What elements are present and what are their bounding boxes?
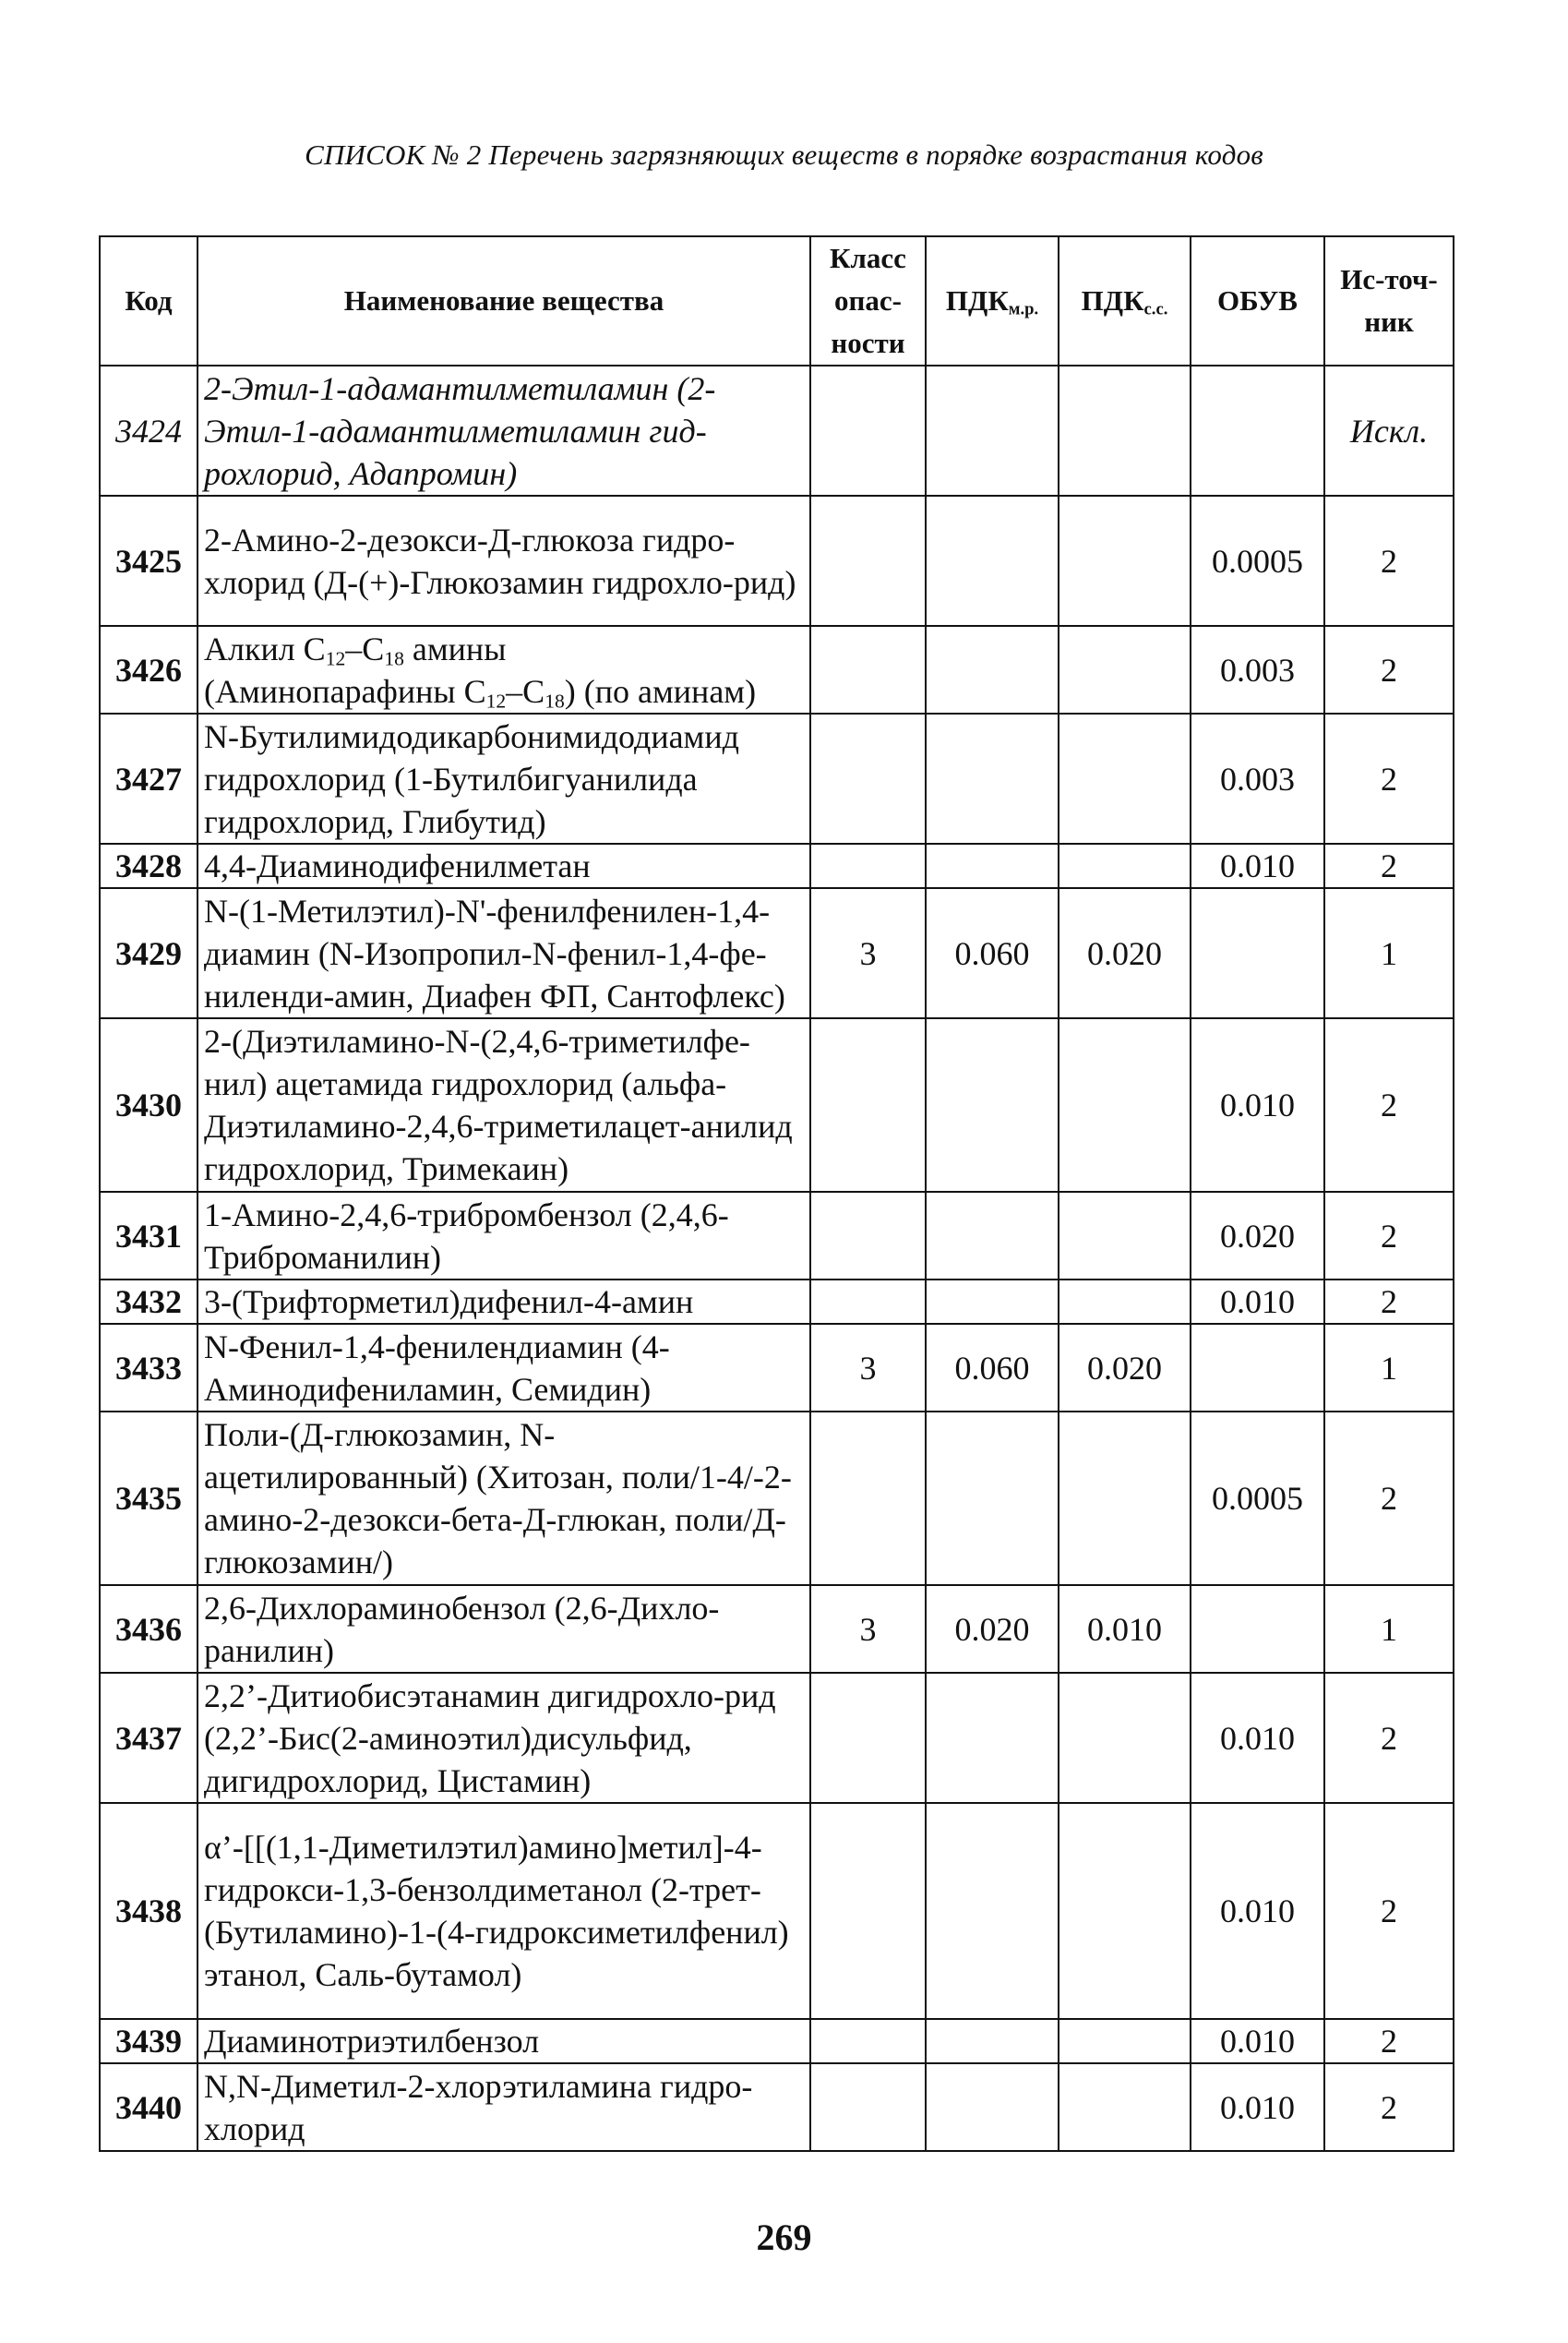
cell-pdk-ss xyxy=(1059,496,1191,626)
cell-name: 1-Амино-2,4,6-трибромбензол (2,4,6-Триброманилин) xyxy=(197,1192,810,1280)
cell-obuv xyxy=(1191,1324,1324,1412)
cell-pdk-ss: 0.020 xyxy=(1059,1324,1191,1412)
cell-pdk-mr xyxy=(926,844,1059,888)
cell-source: 2 xyxy=(1324,2063,1454,2151)
cell-pdk-ss xyxy=(1059,1673,1191,1803)
cell-obuv: 0.010 xyxy=(1191,2019,1324,2063)
substances-table xyxy=(99,235,1454,2152)
table-row xyxy=(100,844,1454,888)
cell-pdk-ss xyxy=(1059,2019,1191,2063)
cell-name: 2,6-Дихлораминобензол (2,6-Дихло-ранилин) xyxy=(197,1585,810,1673)
cell-hazard-class xyxy=(810,626,926,714)
cell-obuv xyxy=(1191,888,1324,1018)
cell-obuv: 0.003 xyxy=(1191,714,1324,844)
cell-hazard-class xyxy=(810,2063,926,2151)
pdk-ss-subscript: с.с. xyxy=(1143,299,1168,319)
table-row xyxy=(100,1803,1454,2019)
cell-hazard-class xyxy=(810,1673,926,1803)
cell-pdk-mr xyxy=(926,496,1059,626)
cell-hazard-class xyxy=(810,1803,926,2019)
table-row xyxy=(100,626,1454,714)
table-row xyxy=(100,366,1454,496)
table-row xyxy=(100,1280,1454,1324)
cell-source: 2 xyxy=(1324,1280,1454,1324)
cell-name: α’-[[(1,1-Диметилэтил)амино]метил]-4-гидрокси-1,3-бензолдиметанол (2-трет-(Бутиламино)-1-(4-гидроксиметилфенил) этанол, Саль-бутамол) xyxy=(197,1803,810,2019)
cell-source: 2 xyxy=(1324,2019,1454,2063)
cell-name: N-Фенил-1,4-фенилендиамин (4-Аминодифениламин, Семидин) xyxy=(197,1324,810,1412)
cell-obuv: 0.010 xyxy=(1191,1280,1324,1324)
cell-name: N,N-Диметил-2-хлорэтиламина гидро-хлорид xyxy=(197,2063,810,2151)
cell-obuv: 0.0005 xyxy=(1191,496,1324,626)
cell-pdk-ss: 0.010 xyxy=(1059,1585,1191,1673)
cell-pdk-mr xyxy=(926,366,1059,496)
cell-obuv xyxy=(1191,366,1324,496)
header-row xyxy=(100,236,1454,366)
table-row xyxy=(100,1585,1454,1673)
col-header-code: Код xyxy=(100,236,197,366)
table-row xyxy=(100,714,1454,844)
cell-name: 2-Амино-2-дезокси-Д-глюкоза гидро-хлорид (Д-(+)-Глюкозамин гидрохло-рид) xyxy=(197,496,810,626)
cell-name: N-Бутилимидодикарбонимидодиамид гидрохлорид (1-Бутилбигуанилида гидрохлорид, Глибутид) xyxy=(197,714,810,844)
cell-obuv: 0.010 xyxy=(1191,1018,1324,1192)
cell-pdk-mr xyxy=(926,1280,1059,1324)
cell-pdk-ss xyxy=(1059,714,1191,844)
cell-hazard-class xyxy=(810,714,926,844)
cell-code: 3428 xyxy=(100,844,197,888)
cell-pdk-ss xyxy=(1059,1192,1191,1280)
cell-hazard-class: 3 xyxy=(810,1585,926,1673)
cell-source: 2 xyxy=(1324,1192,1454,1280)
cell-code: 3440 xyxy=(100,2063,197,2151)
table-row xyxy=(100,1324,1454,1412)
cell-hazard-class xyxy=(810,1018,926,1192)
cell-pdk-mr: 0.060 xyxy=(926,1324,1059,1412)
cell-name: 2,2’-Дитиобисэтанамин дигидрохло-рид (2,2’-Бис(2-аминоэтил)дисульфид, дигидрохлорид, Цистамин) xyxy=(197,1673,810,1803)
cell-source: 2 xyxy=(1324,1412,1454,1585)
cell-code: 3426 xyxy=(100,626,197,714)
cell-pdk-mr xyxy=(926,1673,1059,1803)
table-row xyxy=(100,1018,1454,1192)
cell-code: 3424 xyxy=(100,366,197,496)
cell-hazard-class xyxy=(810,1412,926,1585)
table-row xyxy=(100,2063,1454,2151)
col-header-name: Наименование вещества xyxy=(197,236,810,366)
cell-code: 3433 xyxy=(100,1324,197,1412)
cell-name: Алкил $C_{12}-C_{18}$ амины (Аминопарафины $C_{12}-C_{18}$) (по аминам) xyxy=(197,626,810,714)
cell-code: 3429 xyxy=(100,888,197,1018)
cell-obuv: 0.020 xyxy=(1191,1192,1324,1280)
cell-pdk-ss xyxy=(1059,1280,1191,1324)
cell-hazard-class: 3 xyxy=(810,888,926,1018)
cell-hazard-class xyxy=(810,1192,926,1280)
cell-code: 3436 xyxy=(100,1585,197,1673)
table-row xyxy=(100,1673,1454,1803)
cell-hazard-class xyxy=(810,496,926,626)
pdk-ss-label: ПДК xyxy=(1081,284,1144,317)
table-row xyxy=(100,1412,1454,1585)
cell-source: 2 xyxy=(1324,1018,1454,1192)
cell-obuv: 0.003 xyxy=(1191,626,1324,714)
table-row xyxy=(100,2019,1454,2063)
cell-code: 3432 xyxy=(100,1280,197,1324)
cell-hazard-class: 3 xyxy=(810,1324,926,1412)
cell-pdk-ss xyxy=(1059,1018,1191,1192)
cell-code: 3439 xyxy=(100,2019,197,2063)
cell-pdk-mr xyxy=(926,626,1059,714)
cell-code: 3430 xyxy=(100,1018,197,1192)
cell-source: 2 xyxy=(1324,714,1454,844)
cell-pdk-mr xyxy=(926,2019,1059,2063)
cell-source: 1 xyxy=(1324,888,1454,1018)
cell-code: 3431 xyxy=(100,1192,197,1280)
cell-name: Поли-(Д-глюкозамин, N-ацетилированный) (Хитозан, поли/1-4/-2-амино-2-дезокси-бета-Д-глюкан, поли/Д-глюкозамин/) xyxy=(197,1412,810,1585)
cell-source: Искл. xyxy=(1324,366,1454,496)
cell-obuv: 0.010 xyxy=(1191,2063,1324,2151)
cell-source: 1 xyxy=(1324,1585,1454,1673)
pdk-mr-subscript: м.р. xyxy=(1008,299,1039,319)
cell-source: 2 xyxy=(1324,496,1454,626)
cell-code: 3435 xyxy=(100,1412,197,1585)
cell-name: 3-(Трифторметил)дифенил-4-амин xyxy=(197,1280,810,1324)
table-row xyxy=(100,1192,1454,1280)
table-row xyxy=(100,888,1454,1018)
col-header-pdk-ss xyxy=(1059,236,1191,366)
table-row xyxy=(100,496,1454,626)
cell-name: 2-Этил-1-адамантилметиламин (2-Этил-1-адамантилметиламин гид-рохлорид, Адапромин) xyxy=(197,366,810,496)
cell-hazard-class xyxy=(810,844,926,888)
cell-pdk-ss xyxy=(1059,1803,1191,2019)
cell-code: 3438 xyxy=(100,1803,197,2019)
cell-pdk-mr xyxy=(926,1192,1059,1280)
cell-hazard-class xyxy=(810,366,926,496)
cell-name: N-(1-Метилэтил)-N'-фенилфенилен-1,4-диамин (N-Изопропил-N-фенил-1,4-фе-ниленди-амин, Диафен ФП, Сантофлекс) xyxy=(197,888,810,1018)
cell-pdk-ss xyxy=(1059,1412,1191,1585)
cell-code: 3437 xyxy=(100,1673,197,1803)
cell-pdk-ss xyxy=(1059,366,1191,496)
cell-code: 3425 xyxy=(100,496,197,626)
cell-obuv: 0.0005 xyxy=(1191,1412,1324,1585)
cell-pdk-mr: 0.060 xyxy=(926,888,1059,1018)
cell-pdk-mr xyxy=(926,1018,1059,1192)
col-header-obuv: ОБУВ xyxy=(1191,236,1324,366)
cell-source: 1 xyxy=(1324,1324,1454,1412)
cell-pdk-mr xyxy=(926,1412,1059,1585)
cell-obuv: 0.010 xyxy=(1191,1803,1324,2019)
cell-pdk-mr xyxy=(926,714,1059,844)
pdk-mr-label: ПДК xyxy=(945,284,1009,317)
cell-pdk-ss: 0.020 xyxy=(1059,888,1191,1018)
cell-source: 2 xyxy=(1324,844,1454,888)
col-header-hazard-class: Класс опас-ности xyxy=(810,236,926,366)
cell-name: Диаминотриэтилбензол xyxy=(197,2019,810,2063)
cell-source: 2 xyxy=(1324,626,1454,714)
page-title: СПИСОК № 2 Перечень загрязняющих веществ в порядке возрастания кодов xyxy=(305,138,1263,171)
cell-pdk-mr xyxy=(926,2063,1059,2151)
cell-obuv xyxy=(1191,1585,1324,1673)
cell-source: 2 xyxy=(1324,1803,1454,2019)
cell-obuv: 0.010 xyxy=(1191,844,1324,888)
cell-code: 3427 xyxy=(100,714,197,844)
cell-hazard-class xyxy=(810,1280,926,1324)
cell-source: 2 xyxy=(1324,1673,1454,1803)
page-number: 269 xyxy=(756,2217,812,2258)
cell-pdk-ss xyxy=(1059,626,1191,714)
cell-name: 2-(Диэтиламино-N-(2,4,6-триметилфе-нил) ацетамида гидрохлорид (альфа-Диэтиламино-2,4,6-триметилацет-анилид гидрохлорид, Тримекаин) xyxy=(197,1018,810,1192)
cell-pdk-mr: 0.020 xyxy=(926,1585,1059,1673)
cell-pdk-ss xyxy=(1059,844,1191,888)
cell-pdk-mr xyxy=(926,1803,1059,2019)
col-header-pdk-mr xyxy=(926,236,1059,366)
cell-pdk-ss xyxy=(1059,2063,1191,2151)
cell-name: 4,4-Диаминодифенилметан xyxy=(197,844,810,888)
cell-obuv: 0.010 xyxy=(1191,1673,1324,1803)
cell-hazard-class xyxy=(810,2019,926,2063)
col-header-source: Ис-точ-ник xyxy=(1324,236,1454,366)
